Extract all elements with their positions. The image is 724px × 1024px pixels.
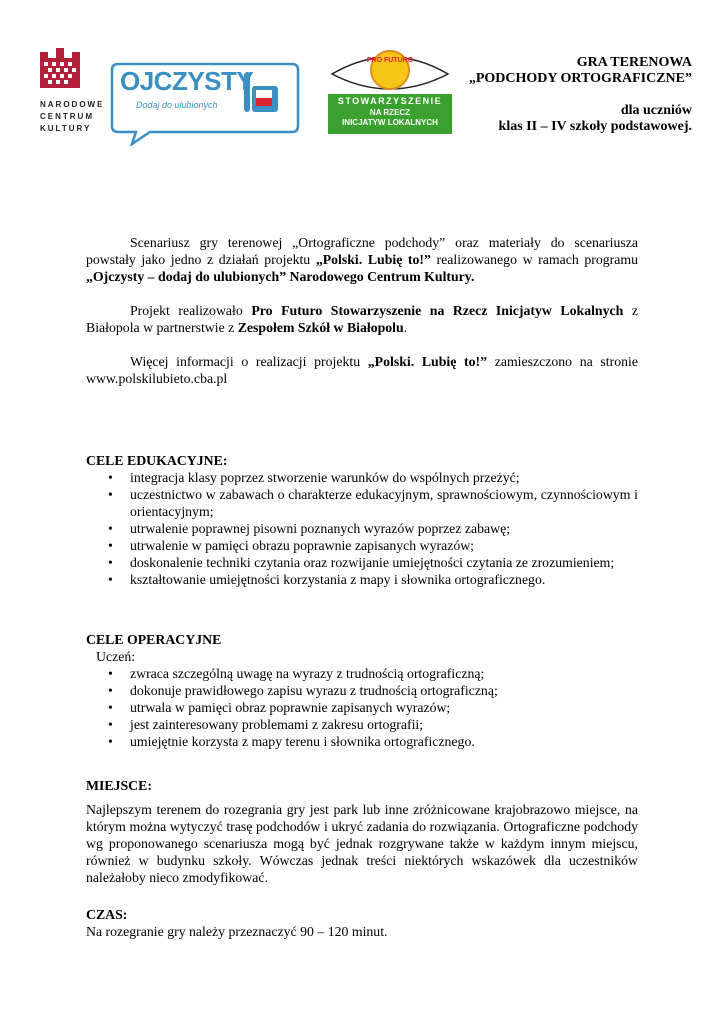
list-item: • utrwala w pamięci obraz poprawnie zapisanych wyrazów; bbox=[130, 699, 638, 716]
document-header bbox=[469, 55, 692, 135]
eye-icon bbox=[328, 46, 452, 96]
cele-operacyjne-section bbox=[86, 631, 638, 750]
ojczysty-title: OJCZYSTY bbox=[120, 66, 254, 96]
list-item: • kształtowanie umiejętności korzystania z mapy i słownika ortograficznego. bbox=[130, 571, 638, 588]
profuturo-band-line: INICJATYW LOKALNYCH bbox=[342, 118, 438, 127]
intro-paragraph bbox=[86, 234, 638, 285]
cele-edukacyjne-section bbox=[86, 452, 638, 588]
profuturo-band-line: NA RZECZ bbox=[369, 108, 411, 117]
ojczysty-subtitle: Dodaj do ulubionych bbox=[136, 100, 218, 110]
section-lead: Uczeń: bbox=[96, 649, 136, 664]
text: zamieszczono na stronie www.polskilubieto.cba.pl bbox=[86, 354, 638, 386]
intro-paragraph bbox=[86, 302, 638, 336]
intro-paragraph bbox=[86, 353, 638, 387]
section-heading: CELE OPERACYJNE bbox=[86, 632, 222, 647]
logos-bar bbox=[40, 40, 460, 140]
nck-logo bbox=[40, 48, 105, 135]
nck-text-line: KULTURY bbox=[40, 124, 92, 133]
profuturo-arc-text: PRO FUTURO bbox=[366, 57, 414, 64]
partner-name: Zespołem Szkół w Białopolu bbox=[237, 320, 404, 335]
text: Projekt realizowało bbox=[130, 303, 252, 318]
cele-operacyjne-list bbox=[86, 665, 638, 750]
nck-text-line: NARODOWE bbox=[40, 100, 105, 109]
project-name: „Polski. Lubię to!” bbox=[315, 252, 431, 267]
header-line: GRA TERENOWA bbox=[576, 55, 692, 70]
miejsce-section bbox=[86, 777, 638, 886]
text: Więcej informacji o realizacji projektu bbox=[130, 354, 368, 369]
intro-section bbox=[86, 234, 638, 387]
program-name: „Ojczysty – dodaj do ulubionych” Narodowego Centrum Kultury. bbox=[86, 269, 475, 284]
list-item: • umiejętnie korzysta z mapy terenu i słownika ortograficznego. bbox=[130, 733, 638, 750]
ojczysty-logo bbox=[110, 60, 300, 146]
text: realizowanego w ramach programu bbox=[430, 252, 638, 267]
list-item: • integracja klasy poprzez stworzenie warunków do wspólnych przeżyć; bbox=[130, 469, 638, 486]
nck-crown-icon bbox=[40, 48, 80, 88]
header-line: „PODCHODY ORTOGRAFICZNE” bbox=[468, 71, 692, 86]
section-text: Najlepszym terenem do rozegrania gry jest park lub inne zróżnicowane krajobrazowo miejsce, na którym można wytyczyć trasę podchodów i ukryć zadania do rozwiązania. Ortograficzne podchody wg proponowanego scenariusza mogą być jednak rozgrywane także w każdym innym miejscu, również w budynku szkoły. Wówczas jednak treści niektórych wskazówek dla uczestników należałoby nieco zmodyfikować. bbox=[86, 802, 638, 885]
profuturo-band-line: STOWARZYSZENIE bbox=[337, 96, 443, 106]
text: Scenariusz gry terenowej „Ortograficzne podchody” oraz materiały do scenariusza powstały jako jedno z działań projektu bbox=[86, 235, 638, 267]
profuturo-logo bbox=[328, 46, 452, 136]
list-item: • jest zainteresowany problemami z zakresu ortografii; bbox=[130, 716, 638, 733]
cele-edukacyjne-list bbox=[86, 469, 638, 588]
header-line: klas II – IV szkoły podstawowej. bbox=[498, 119, 692, 134]
project-name: „Polski. Lubię to!” bbox=[367, 354, 488, 369]
list-item: • utrwalenie poprawnej pisowni poznanych wyrazów poprzez zabawę; bbox=[130, 520, 638, 537]
section-heading: CELE EDUKACYJNE: bbox=[86, 453, 228, 468]
profuturo-band bbox=[328, 94, 452, 134]
text: z Białopola w partnerstwie z bbox=[86, 303, 638, 335]
list-item: • utrwalenie w pamięci obrazu poprawnie zapisanych wyrazów; bbox=[130, 537, 638, 554]
header-line: dla uczniów bbox=[620, 103, 692, 118]
nck-text-line: CENTRUM bbox=[40, 112, 94, 121]
section-heading: CZAS: bbox=[86, 907, 128, 922]
czas-section bbox=[86, 906, 638, 940]
list-item: • doskonalenie techniki czytania oraz rozwijanie umiejętności czytania ze zrozumieniem; bbox=[130, 554, 638, 571]
list-item: • uczestnictwo w zabawach o charakterze edukacyjnym, sprawnościowym, czynnościowym i orientacyjnym; bbox=[130, 486, 638, 520]
list-item: • dokonuje prawidłowego zapisu wyrazu z trudnością ortograficzną; bbox=[130, 682, 638, 699]
section-text: Na rozegranie gry należy przeznaczyć 90 – 120 minut. bbox=[86, 924, 388, 939]
list-item: • zwraca szczególną uwagę na wyrazy z trudnością ortograficzną; bbox=[130, 665, 638, 682]
organization-name: Pro Futuro Stowarzyszenie na Rzecz Inicjatyw Lokalnych bbox=[251, 303, 624, 318]
section-heading: MIEJSCE: bbox=[86, 778, 152, 793]
text: . bbox=[403, 320, 408, 335]
